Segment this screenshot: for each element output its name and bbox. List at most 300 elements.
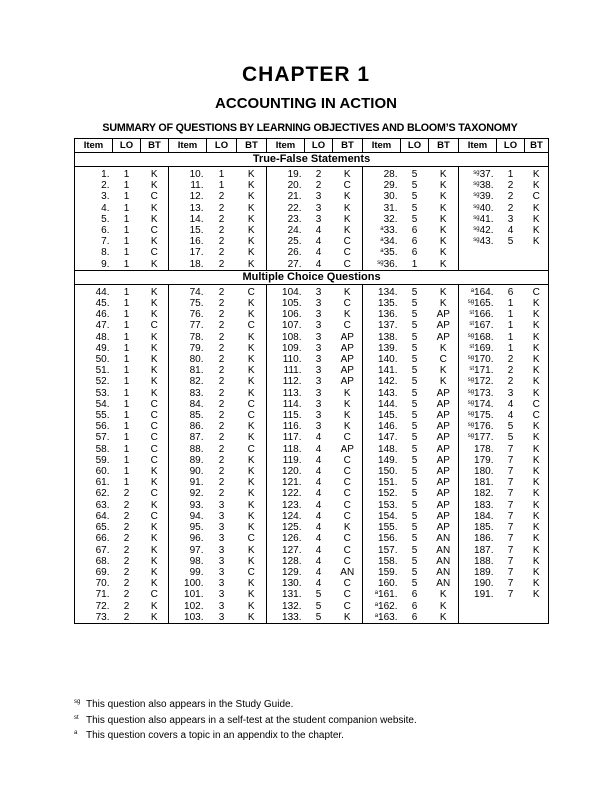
table-row xyxy=(75,365,549,376)
table-row xyxy=(75,203,549,214)
item-number: 68. xyxy=(95,555,110,567)
lo-cell xyxy=(497,601,525,612)
item-cell xyxy=(75,432,113,443)
item-number: 180. xyxy=(474,466,494,478)
lo-cell: 4 xyxy=(315,555,322,567)
lo-cell: 4 xyxy=(315,432,322,444)
item-cell xyxy=(169,203,207,214)
table-row xyxy=(75,612,549,624)
item-marker: st xyxy=(469,366,475,373)
item-cell xyxy=(267,522,305,533)
bt-cell: K xyxy=(150,533,158,545)
item-cell xyxy=(459,488,497,499)
column-header: LO xyxy=(305,139,333,153)
bt-cell: C xyxy=(150,398,158,410)
bt-cell: AP xyxy=(436,398,450,410)
bt-cell: AP xyxy=(436,488,450,500)
lo-cell: 3 xyxy=(315,421,322,433)
item-cell xyxy=(267,191,305,202)
lo-cell: 4 xyxy=(315,247,322,259)
table-row xyxy=(75,354,549,365)
lo-cell: 2 xyxy=(218,247,225,259)
item-cell xyxy=(459,376,497,387)
lo-cell: 1 xyxy=(507,331,514,343)
bt-cell: C xyxy=(247,566,255,578)
item-cell xyxy=(267,236,305,247)
bt-cell: C xyxy=(150,589,158,601)
item-number: 30. xyxy=(383,191,398,203)
item-marker: a xyxy=(380,248,384,255)
item-number: 177. xyxy=(474,432,494,444)
lo-cell: 2 xyxy=(507,365,514,377)
bt-cell: K xyxy=(525,533,549,544)
item-number: 20. xyxy=(287,180,302,192)
bt-cell: K xyxy=(150,331,158,343)
item-number: 11. xyxy=(190,180,204,192)
lo-cell: 7 xyxy=(507,499,514,511)
item-number: 122. xyxy=(282,488,302,500)
column-header: Item xyxy=(459,139,497,153)
bt-cell: AP xyxy=(436,454,450,466)
item-number: 67. xyxy=(95,544,110,556)
bt-cell: C xyxy=(343,180,351,192)
item-cell xyxy=(169,167,207,181)
lo-cell: 5 xyxy=(411,298,418,310)
lo-cell: 4 xyxy=(507,410,514,422)
bt-cell: K xyxy=(525,332,549,343)
lo-cell: 3 xyxy=(218,499,225,511)
item-cell xyxy=(267,309,305,320)
bt-cell: C xyxy=(150,443,158,455)
item-cell xyxy=(363,214,401,225)
footnote-text: This question also appears in a self-test at the student companion website. xyxy=(86,714,417,726)
bt-cell: K xyxy=(525,578,549,589)
item-cell xyxy=(75,533,113,544)
lo-cell: 1 xyxy=(123,213,130,225)
item-cell xyxy=(267,284,305,298)
bt-cell: K xyxy=(439,247,447,259)
bt-cell: K xyxy=(150,522,158,534)
item-cell xyxy=(363,191,401,202)
item-number: 111. xyxy=(283,365,302,377)
lo-cell: 4 xyxy=(305,259,333,271)
table-row xyxy=(75,522,549,533)
lo-cell: 3 xyxy=(218,600,225,612)
item-number: 165. xyxy=(474,298,494,310)
lo-cell: 7 xyxy=(507,555,514,567)
item-number: 114. xyxy=(282,398,302,410)
lo-cell: 4 xyxy=(315,466,322,478)
item-cell xyxy=(363,343,401,354)
item-cell xyxy=(267,410,305,421)
item-cell xyxy=(169,376,207,387)
item-number: 152. xyxy=(378,488,398,500)
lo-cell: 4 xyxy=(315,510,322,522)
item-cell xyxy=(459,354,497,365)
table-row xyxy=(75,410,549,421)
item-number: 29. xyxy=(383,180,398,192)
table-row xyxy=(75,320,549,331)
item-cell xyxy=(363,601,401,612)
table-row xyxy=(75,511,549,522)
bt-cell: AP xyxy=(436,320,450,332)
lo-cell: 7 xyxy=(507,522,514,534)
item-number: 96. xyxy=(189,533,204,545)
item-number: 89. xyxy=(189,454,204,466)
table-row xyxy=(75,191,549,202)
bt-cell: C xyxy=(343,589,351,601)
item-number: 70. xyxy=(95,578,110,590)
bt-cell: K xyxy=(150,286,158,298)
item-cell xyxy=(459,180,497,191)
bt-cell: AN xyxy=(436,566,451,578)
bt-cell: K xyxy=(247,421,255,433)
bt-cell: C xyxy=(343,510,351,522)
item-number: 39. xyxy=(479,191,494,203)
lo-cell: 3 xyxy=(218,510,225,522)
item-number: 160. xyxy=(378,578,398,590)
bt-cell: K xyxy=(525,511,549,522)
lo-cell: 2 xyxy=(123,600,130,612)
item-number: 82. xyxy=(189,376,204,388)
table-row xyxy=(75,214,549,225)
item-number: 107. xyxy=(282,320,302,332)
bt-cell: K xyxy=(525,432,549,443)
item-number: 187. xyxy=(474,544,494,556)
item-marker: sg xyxy=(473,181,480,188)
item-number: 153. xyxy=(378,499,398,511)
item-cell xyxy=(169,214,207,225)
item-marker: sg xyxy=(467,411,475,418)
lo-cell: 3 xyxy=(218,555,225,567)
item-number: 22. xyxy=(287,202,302,214)
item-cell xyxy=(363,488,401,499)
item-cell xyxy=(363,167,401,181)
bt-cell: C xyxy=(343,499,351,511)
bt-cell: K xyxy=(525,354,549,365)
item-number: 79. xyxy=(189,342,204,354)
lo-cell: 3 xyxy=(315,286,322,298)
lo-cell: 1 xyxy=(401,259,429,271)
bt-cell: C xyxy=(343,236,351,248)
item-cell xyxy=(267,533,305,544)
bt-cell: K xyxy=(247,477,255,489)
bt-cell: K xyxy=(237,612,267,624)
bt-cell: K xyxy=(247,522,255,534)
item-cell xyxy=(169,578,207,589)
item-cell xyxy=(267,343,305,354)
chapter-heading: CHAPTER 1 xyxy=(241,63,371,86)
lo-cell: 6 xyxy=(507,286,514,298)
lo-cell: 2 xyxy=(123,533,130,545)
item-number: 95. xyxy=(189,522,204,534)
bt-cell: C xyxy=(333,259,363,271)
lo-cell: 5 xyxy=(411,533,418,545)
lo-cell: 1 xyxy=(123,454,130,466)
bt-cell: K xyxy=(247,191,255,203)
lo-cell: 1 xyxy=(218,180,225,192)
table-row xyxy=(75,601,549,612)
item-marker: sg xyxy=(467,332,475,339)
bt-cell: K xyxy=(247,247,255,259)
bt-cell: C xyxy=(150,510,158,522)
bt-cell: AP xyxy=(340,331,354,343)
item-number: 19. xyxy=(287,169,302,180)
item-number: 169. xyxy=(474,342,494,354)
item-number: 27. xyxy=(287,258,302,270)
item-number: 127. xyxy=(282,544,302,556)
bt-cell: K xyxy=(247,466,255,478)
lo-cell: 5 xyxy=(411,410,418,422)
item-number: 102. xyxy=(184,600,204,612)
item-number: 129. xyxy=(282,566,302,578)
item-number: 188. xyxy=(474,555,494,567)
table-row xyxy=(75,533,549,544)
lo-cell: 1 xyxy=(123,202,130,214)
item-number: 100. xyxy=(184,578,204,590)
item-cell xyxy=(363,511,401,522)
lo-cell: 5 xyxy=(411,376,418,388)
column-header: Item xyxy=(363,139,401,153)
bt-cell: K xyxy=(525,236,549,247)
item-number: 21. xyxy=(287,191,302,203)
bt-cell: K xyxy=(439,213,447,225)
lo-cell: 2 xyxy=(123,578,130,590)
item-cell xyxy=(267,455,305,466)
bt-cell: K xyxy=(247,578,255,590)
lo-cell: 2 xyxy=(218,298,225,310)
lo-cell: 3 xyxy=(218,522,225,534)
bt-cell: K xyxy=(439,286,447,298)
bt-cell: K xyxy=(525,167,549,181)
item-cell xyxy=(459,365,497,376)
bt-cell: K xyxy=(247,488,255,500)
table-row xyxy=(75,167,549,181)
bt-cell: AP xyxy=(436,466,450,478)
item-cell xyxy=(267,488,305,499)
lo-cell: 7 xyxy=(507,454,514,466)
lo-cell: 2 xyxy=(113,612,141,624)
item-cell xyxy=(363,225,401,236)
item-number: 120. xyxy=(282,466,302,478)
item-number: 53. xyxy=(95,387,110,399)
item-number: 69. xyxy=(95,566,110,578)
item-number: 65. xyxy=(95,522,110,534)
item-cell xyxy=(169,533,207,544)
item-number: 45. xyxy=(95,298,110,310)
table-row xyxy=(75,309,549,320)
bt-cell: K xyxy=(150,544,158,556)
bt-cell: C xyxy=(343,477,351,489)
item-cell xyxy=(459,214,497,225)
item-number: 34. xyxy=(383,236,398,248)
lo-cell: 5 xyxy=(411,213,418,225)
bt-cell: AP xyxy=(436,443,450,455)
item-number: 2. xyxy=(101,180,110,192)
lo-cell: 5 xyxy=(411,578,418,590)
column-header: LO xyxy=(497,139,525,153)
lo-cell: 3 xyxy=(207,612,237,624)
section-row xyxy=(75,270,549,284)
bt-cell: K xyxy=(343,309,351,321)
item-cell xyxy=(169,343,207,354)
item-cell xyxy=(363,545,401,556)
lo-cell: 3 xyxy=(315,354,322,366)
item-number: 7. xyxy=(101,236,110,248)
bt-cell: AP xyxy=(436,331,450,343)
lo-cell: 1 xyxy=(123,286,130,298)
table-row xyxy=(75,247,549,258)
bt-cell: K xyxy=(525,309,549,320)
item-number: 94. xyxy=(189,510,204,522)
item-cell xyxy=(267,180,305,191)
lo-cell: 3 xyxy=(218,544,225,556)
footnote xyxy=(74,712,417,728)
item-number: 26. xyxy=(287,247,302,259)
item-number: 166. xyxy=(474,309,494,321)
column-header: BT xyxy=(141,139,169,153)
lo-cell: 2 xyxy=(218,477,225,489)
footnotes xyxy=(74,696,417,743)
item-number: 61. xyxy=(95,477,110,489)
bt-cell: AP xyxy=(436,522,450,534)
item-cell xyxy=(363,578,401,589)
item-cell xyxy=(459,601,497,612)
table-row xyxy=(75,376,549,387)
lo-cell: 1 xyxy=(123,354,130,366)
lo-cell: 1 xyxy=(123,421,130,433)
item-number: 104. xyxy=(282,286,302,298)
item-number: 47. xyxy=(95,320,110,332)
item-cell xyxy=(169,455,207,466)
item-cell xyxy=(363,567,401,578)
item-cell xyxy=(459,612,497,624)
item-number: 75. xyxy=(189,298,204,310)
item-number: 179. xyxy=(474,454,494,466)
column-header: BT xyxy=(237,139,267,153)
lo-cell: 2 xyxy=(218,225,225,237)
bt-cell: K xyxy=(141,612,169,624)
bt-cell: C xyxy=(150,320,158,332)
item-marker: a xyxy=(470,287,475,294)
item-cell xyxy=(459,259,497,271)
lo-cell: 5 xyxy=(411,477,418,489)
item-cell xyxy=(75,343,113,354)
table-row xyxy=(75,225,549,236)
bt-cell: K xyxy=(247,600,255,612)
item-number: 14. xyxy=(189,213,204,225)
item-number: 143. xyxy=(378,387,398,399)
item-number: 151. xyxy=(378,477,398,489)
lo-cell: 2 xyxy=(315,180,322,192)
item-number: 116. xyxy=(282,421,302,433)
bt-cell: K xyxy=(247,544,255,556)
item-number: 18. xyxy=(189,258,204,270)
lo-cell: 4 xyxy=(315,454,322,466)
bt-cell: K xyxy=(439,191,447,203)
lo-cell: 3 xyxy=(315,365,322,377)
item-cell xyxy=(267,247,305,258)
item-cell xyxy=(75,388,113,399)
item-number: 36. xyxy=(383,258,398,270)
item-number: 38. xyxy=(479,180,494,192)
lo-cell: 3 xyxy=(315,202,322,214)
footnote-text: This question covers a topic in an appendix to the chapter. xyxy=(86,730,344,741)
item-number: 138. xyxy=(378,331,398,343)
bt-cell: AN xyxy=(340,566,355,578)
bt-cell: K xyxy=(150,236,158,248)
item-number: 57. xyxy=(95,432,110,444)
lo-cell: 2 xyxy=(123,522,130,534)
item-number: 158. xyxy=(378,555,398,567)
bt-cell: K xyxy=(525,488,549,499)
item-cell xyxy=(75,203,113,214)
bt-cell: K xyxy=(343,213,351,225)
item-cell xyxy=(267,511,305,522)
bt-cell: K xyxy=(525,376,549,387)
bt-cell: C xyxy=(150,191,158,203)
item-number: 139. xyxy=(378,342,398,354)
item-cell xyxy=(75,365,113,376)
item-number: 163. xyxy=(378,611,398,623)
item-number: 124. xyxy=(282,510,302,522)
item-cell xyxy=(169,410,207,421)
lo-cell: 2 xyxy=(218,443,225,455)
bt-cell: K xyxy=(247,354,255,366)
item-number: 189. xyxy=(474,566,494,578)
item-number: 60. xyxy=(95,466,110,478)
item-number: 115. xyxy=(282,410,302,422)
lo-cell: 7 xyxy=(507,443,514,455)
bt-cell: K xyxy=(247,499,255,511)
footnote xyxy=(74,727,417,743)
item-cell xyxy=(459,247,497,258)
lo-cell: 7 xyxy=(507,589,514,601)
lo-cell: 3 xyxy=(218,578,225,590)
item-number: 10. xyxy=(189,169,204,180)
item-cell xyxy=(267,298,305,309)
item-cell xyxy=(169,332,207,343)
lo-cell: 2 xyxy=(123,499,130,511)
bt-cell: AP xyxy=(340,342,354,354)
table-row xyxy=(75,399,549,410)
item-number: 12. xyxy=(189,191,204,203)
item-cell xyxy=(75,511,113,522)
item-cell xyxy=(267,365,305,376)
item-cell xyxy=(169,309,207,320)
item-cell xyxy=(169,612,207,624)
item-number: 123. xyxy=(282,499,302,511)
lo-cell: 1 xyxy=(123,466,130,478)
lo-cell: 1 xyxy=(123,443,130,455)
bt-cell: K xyxy=(247,454,255,466)
item-number: 43. xyxy=(479,236,494,248)
item-cell xyxy=(363,180,401,191)
bt-cell: K xyxy=(150,600,158,612)
lo-cell: 5 xyxy=(411,365,418,377)
lo-cell: 4 xyxy=(315,522,322,534)
lo-cell: 7 xyxy=(507,488,514,500)
item-number: 15. xyxy=(189,225,204,237)
bt-cell: C xyxy=(343,454,351,466)
item-number: 62. xyxy=(95,488,110,500)
item-cell xyxy=(459,225,497,236)
item-cell xyxy=(267,399,305,410)
item-number: 140. xyxy=(378,354,398,366)
bt-cell: C xyxy=(150,454,158,466)
lo-cell: 4 xyxy=(507,398,514,410)
item-number: 136. xyxy=(378,309,398,321)
